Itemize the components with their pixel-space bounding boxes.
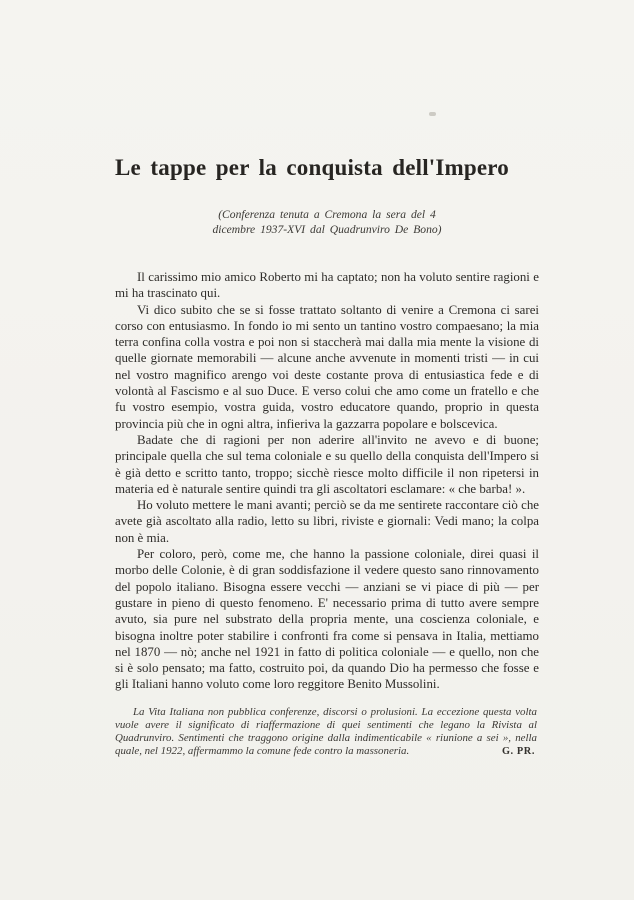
footnote-signature: G. PR. — [501, 746, 535, 758]
paragraph: Il carissimo mio amico Roberto mi ha captato; non ha voluto sentire ragioni e mi ha trascinato qui. — [115, 270, 539, 301]
lecture-note — [177, 207, 477, 237]
footnote — [115, 706, 539, 759]
page-title: Le tappe per la conquista dell'Impero — [115, 155, 509, 180]
paragraph: Badate che di ragioni per non aderire all'invito ne avevo e di buone; principale quella che sul tema coloniale e su quello della conquista dell'Impero si è già detto e scritto tanto, troppo; sicchè riesce molto difficile il non ripetersi in materia ed è naturale sentire quindi tra gli ascoltatori esclamare: « che barba! ». — [115, 432, 539, 496]
paragraph: Per coloro, però, come me, che hanno la passione coloniale, direi quasi il morbo delle Colonie, è di gran soddisfazione il vedere questo sano rinnovamento del popolo italiano. Bisogna essere vecchi — anziani se vi piace di più — per gustare in pieno di questo fenomeno. E' necessario prima di tutto avere sempre avuto, sia pure nel substrato della propria mente, una coscienza coloniale, e bisogna inoltre poter stabilire i confronti fra come si pensava in Italia, mettiamo nel 1870 — nò; anche nel 1921 in fatto di politica coloniale — e quello, non che si è solo pensato; ma fatto, costruito poi, da quando Dio ha permesso che fosse e gli Italiani hanno voluto come loro reggitore Benito Mussolini. — [115, 547, 539, 692]
paragraph: Ho voluto mettere le mani avanti; perciò se da me sentirete raccontare ciò che avete già ascoltato alla radio, letto su libri, riviste e giornali: Vedi mano; la colpa non è mia. — [115, 498, 539, 545]
page-content — [115, 155, 539, 759]
footnote-text: La Vita Italiana non pubblica conferenze, discorsi o prolusioni. La eccezione questa volta vuole avere il significato di riaffermazione di quei sentimenti che legano la Rivista al Quadrunviro. Sentimenti che traggono origine dalla indimenticabile « riunione a sei », nella quale, nel 1922, affermammo la comune fede contro la massoneria. — [115, 705, 537, 758]
paragraph: Vi dico subito che se si fosse trattato soltanto di venire a Cremona ci sarei corso con entusiasmo. In fondo io mi sento un tantino vostro compaesano; la mia terra confina colla vostra e poi non si staccherà mai dalla mia mente la visione di quelle giornate memorabili — alcune anche avvenute in momenti tristi — in cui nel vostro magnifico arengo voi deste costante prova di entusiastica fede e di volontà al Fascismo e al suo Duce. E verso colui che amo come un fratello e che fu vostro esempio, vostra guida, vostro educatore quando, proprio in questa provincia più che in ogni altra, infieriva la gazzarra popolare e bolscevica. — [115, 302, 539, 431]
lecture-note-line2: dicembre 1937-XVI dal Quadrunviro De Bono) — [212, 223, 442, 236]
body-text — [115, 269, 539, 693]
scan-artifact — [429, 112, 436, 116]
lecture-note-line1: (Conferenza tenuta a Cremona la sera del 4 — [218, 208, 436, 221]
